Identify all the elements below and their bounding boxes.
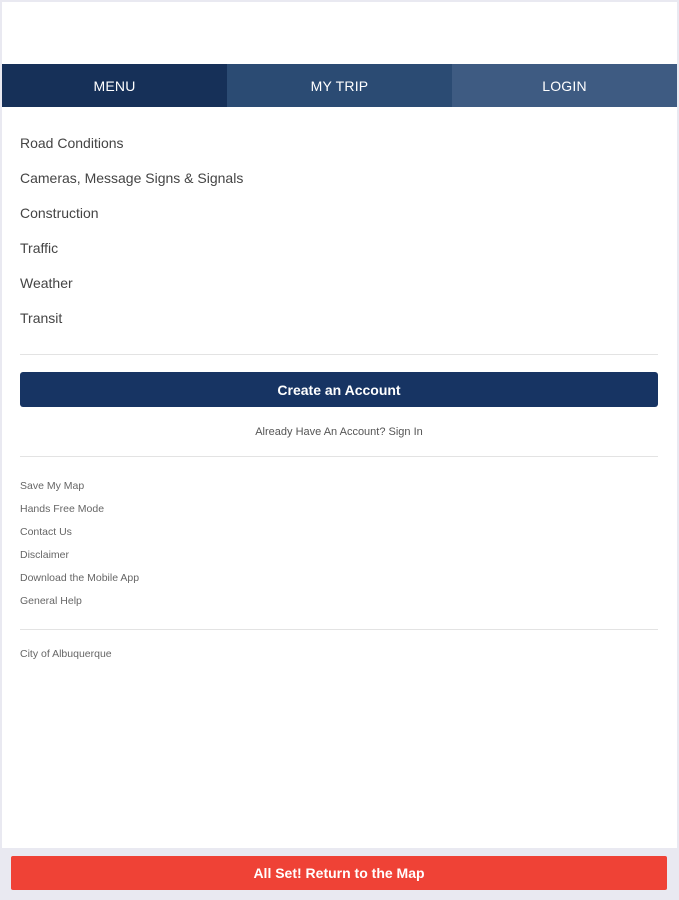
tab-bar	[2, 64, 677, 107]
tab-login[interactable]: LOGIN	[452, 64, 677, 107]
tab-menu[interactable]: MENU	[2, 64, 227, 107]
link-disclaimer[interactable]: Disclaimer	[20, 549, 70, 561]
secondary-menu-list	[20, 478, 420, 616]
sign-in-link[interactable]: Already Have An Account? Sign In	[255, 426, 423, 438]
menu-panel	[2, 2, 677, 848]
menu-item-traffic[interactable]: Traffic	[20, 240, 59, 256]
link-save-my-map[interactable]: Save My Map	[20, 480, 85, 492]
create-account-button[interactable]: Create an Account	[20, 372, 658, 407]
agency-link[interactable]: City of Albuquerque	[20, 648, 112, 660]
link-download-mobile-app[interactable]: Download the Mobile App	[20, 572, 140, 584]
menu-item-transit[interactable]: Transit	[20, 310, 63, 326]
menu-item-construction[interactable]: Construction	[20, 205, 99, 221]
link-contact-us[interactable]: Contact Us	[20, 526, 72, 538]
sign-in-row	[20, 426, 658, 438]
divider	[20, 354, 658, 355]
link-hands-free-mode[interactable]: Hands Free Mode	[20, 503, 105, 515]
return-to-map-button[interactable]: All Set! Return to the Map	[11, 856, 667, 890]
menu-item-cameras-signs-signals[interactable]: Cameras, Message Signs & Signals	[20, 170, 244, 186]
main-menu-list	[20, 124, 660, 334]
menu-item-weather[interactable]: Weather	[20, 275, 73, 291]
menu-item-road-conditions[interactable]: Road Conditions	[20, 135, 124, 151]
divider	[20, 456, 658, 457]
tab-my-trip[interactable]: MY TRIP	[227, 64, 452, 107]
divider	[20, 629, 658, 630]
link-general-help[interactable]: General Help	[20, 595, 82, 607]
